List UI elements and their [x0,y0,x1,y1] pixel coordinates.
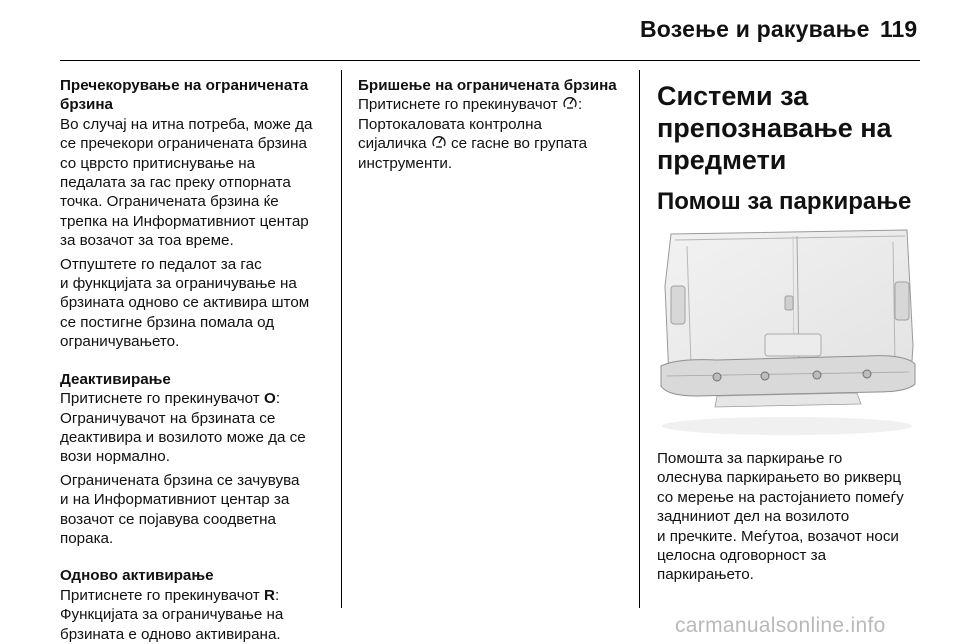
chapter-title: Системи за препознавање на предмети [657,81,892,175]
watermark: carmanualsonline.info [675,614,886,637]
paragraph-exceeding: Во случај на итна потреба, може да се пречекори ограничената брзина со цврсто притиснување на педалата за гас преку отпорната точка. Ограничената брзина ќе трепка на Информативниот центар за возачот за тоа време. [60,115,313,250]
page-header [0,0,960,62]
column-2 [358,76,633,173]
speed-limiter-icon [431,135,447,152]
rear-bumper-parking-sensors-illustration [657,226,920,439]
column-1 [60,76,335,644]
column-divider-1 [341,70,342,608]
speed-limiter-icon [562,96,578,113]
paragraph-reactivation: Притиснете го прекинувачот R: Функцијата за ограничување на брзината е одново активирана. [60,586,284,643]
column-divider-2 [639,70,640,608]
section-heading-reactivation: Одново активирање [60,567,214,585]
section-title-parking-assist: Помош за паркирање [657,188,912,215]
switch-o-icon: O [263,390,276,408]
section-heading-exceeding: Пречекорување на ограничената брзина [60,77,309,114]
paragraph-clearing: Притиснете го прекинувачот : Портокаловата контролна сијаличка се гасне во групата инструменти. [358,96,588,172]
column-3 [657,80,927,585]
section-heading-deactivation: Деактивирање [60,370,171,388]
paragraph-release-pedal: Отпуштете го педалот за гас и функцијата за ограничување на брзината одново се активира штом се постигне брзина помала од ограничувањето. [60,255,310,351]
paragraph-parking-assist: Помошта за паркирање го олеснува паркирањето во рикверц со мерење на растојанието помеѓу задниниот дел на возилото и пречките. Меѓутоа, возачот носи целосна одговорност за паркирањето. [657,450,904,584]
header-divider [60,60,920,61]
page-header-title: Возење и ракување [640,16,870,42]
paragraph-stored-limit: Ограничената брзина се зачувува и на Информативниот центар за возачот се појавува соодветна порака. [60,471,300,547]
section-heading-clearing: Бришење на ограничената брзина [358,77,617,94]
paragraph-deactivation: Притиснете го прекинувачот O: Ограничувачот на брзината се деактивира и возилото може да се вози нормално. [60,390,306,466]
page-number: 119 [880,16,918,42]
switch-r-icon: R [263,586,275,604]
